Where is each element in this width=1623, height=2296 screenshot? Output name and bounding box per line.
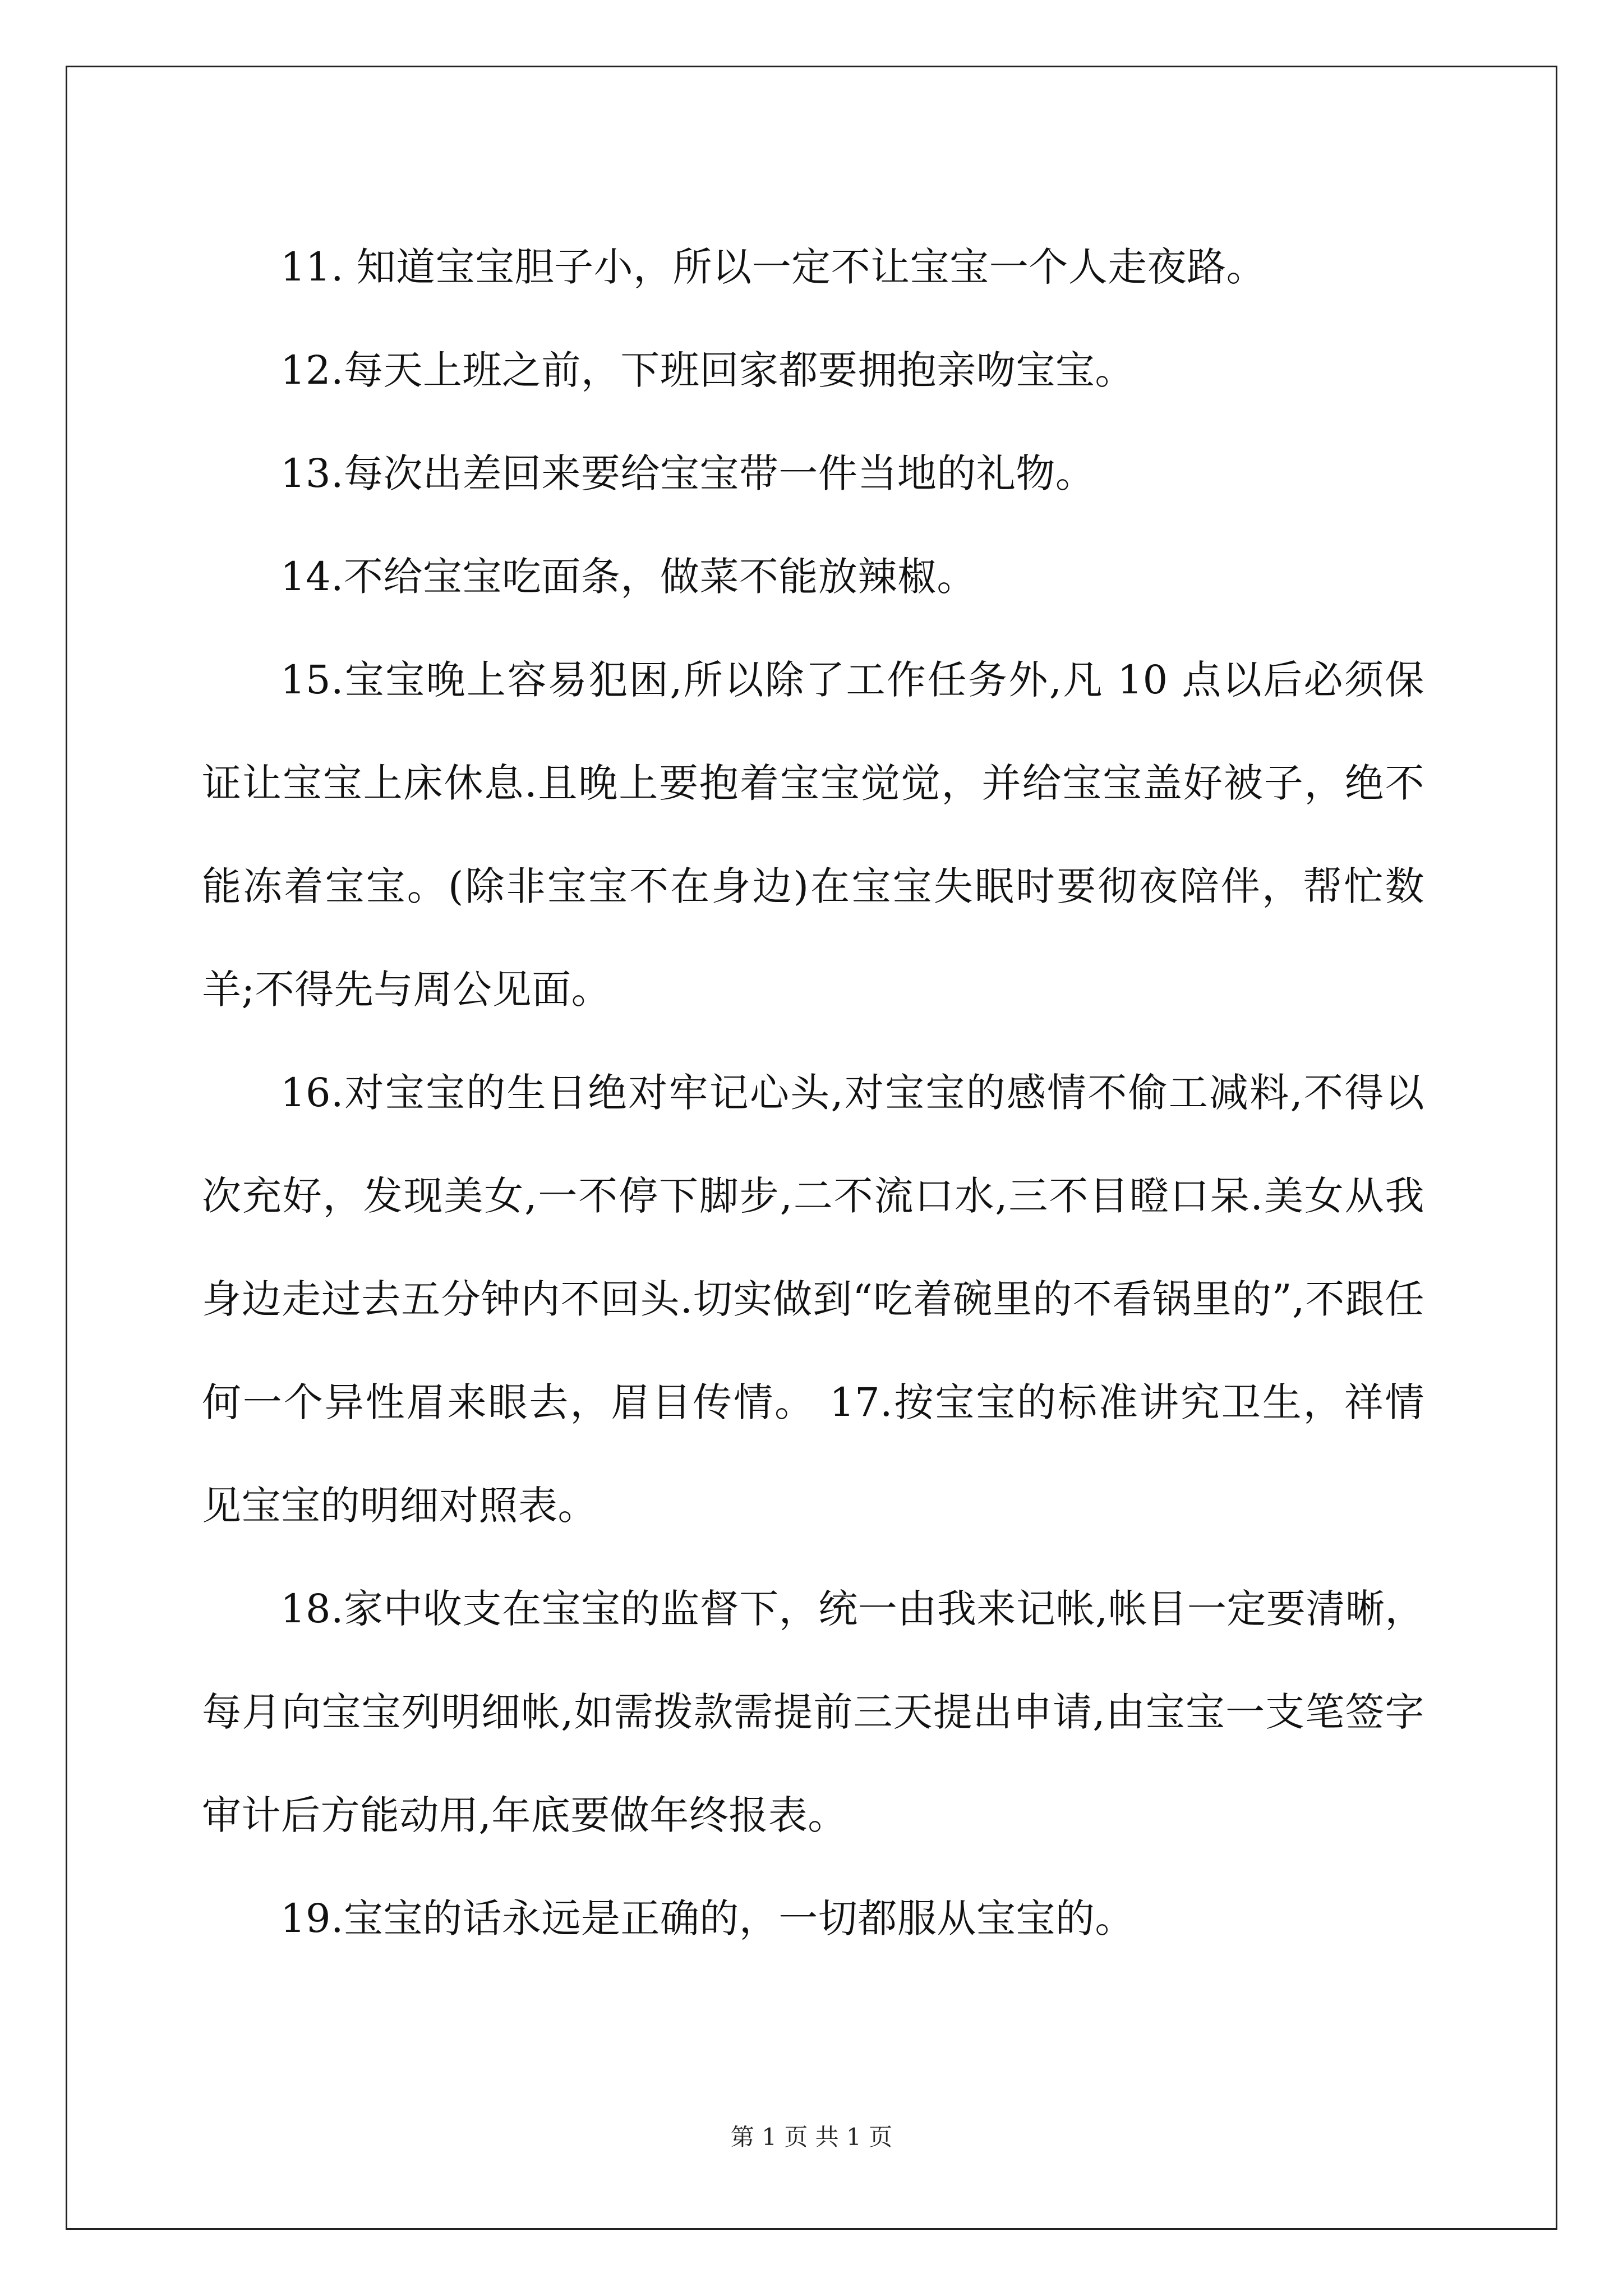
paragraph-14: 14.不给宝宝吃面条，做菜不能放辣椒。: [280, 554, 976, 600]
paragraph-11: 11. 知道宝宝胆子小，所以一定不让宝宝一个人走夜路。: [280, 244, 1266, 290]
paragraph-13: 13.每次出差回来要给宝宝带一件当地的礼物。: [280, 450, 1095, 496]
paragraph-12: 12.每天上班之前，下班回家都要拥抱亲吻宝宝。: [280, 347, 1135, 393]
document-body: [202, 215, 1424, 1970]
page-footer: 第 1 页 共 1 页: [730, 2123, 893, 2151]
paragraph-18: 18.家中收支在宝宝的监督下，统一由我来记帐,帐目一定要清晰，每月向宝宝列明细帐,如需拨款需提前三天提出申请,由宝宝一支笔签字审计后方能动用,年底要做年终报表。: [202, 1586, 1424, 1838]
paragraph-16-17: 16.对宝宝的生日绝对牢记心头,对宝宝的感情不偷工减料,不得以次充好，发现美女,一不停下脚步,二不流口水,三不目瞪口呆.美女从我身边走过去五分钟内不回头.切实做到“吃着碗里的不看锅里的”,不跟任何一个异性眉来眼去，眉目传情。 17.按宝宝的标准讲究卫生，祥情见宝宝的明细对照表。: [202, 1070, 1424, 1529]
paragraph-15: 15.宝宝晚上容易犯困,所以除了工作任务外,凡 10 点以后必须保证让宝宝上床休息.且晚上要抱着宝宝觉觉，并给宝宝盖好被子，绝不能冻着宝宝。(除非宝宝不在身边)在宝宝失眠时要彻夜陪伴，帮忙数羊;不得先与周公见面。: [202, 657, 1424, 1013]
paragraph-19: 19.宝宝的话永远是正确的，一切都服从宝宝的。: [280, 1895, 1135, 1941]
